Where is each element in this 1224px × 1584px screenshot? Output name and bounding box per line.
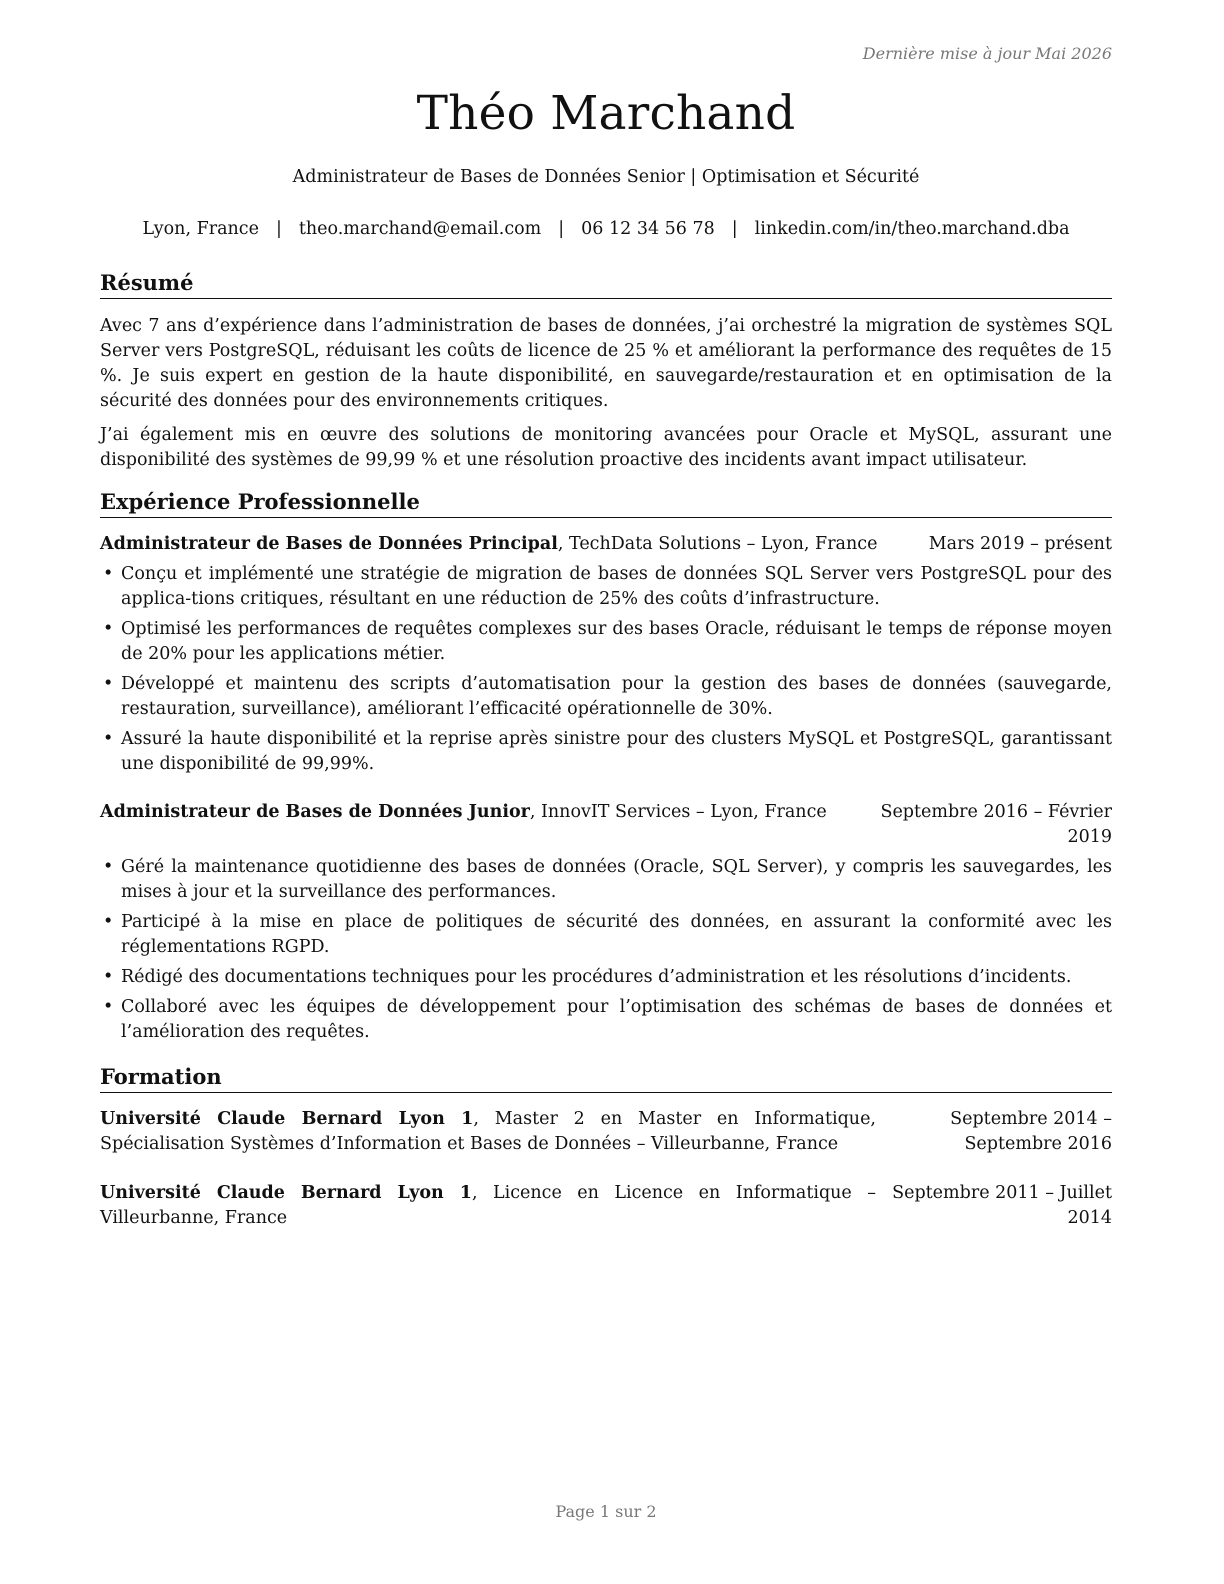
list-item: • Optimisé les performances de requêtes complexes sur des bases Oracle, réduisant le temps de réponse moyen de 20% pour les applications métier. [100,617,1112,667]
education-detail: , Licence en Licence en Informatique – Villeurbanne, France [100,1183,876,1228]
job-company: , TechData Solutions – Lyon, France [557,534,878,554]
candidate-name: Théo Marchand [416,86,796,141]
job-bullets [100,855,1112,1050]
contact-separator: | [558,219,565,239]
list-item: • Participé à la mise en place de politiques de sécurité des données, en assurant la conformité avec les réglementations RGPD. [100,910,1112,960]
page-number: Page 1 sur 2 [555,1502,657,1521]
job-company: , InnovIT Services – Lyon, France [529,802,827,822]
list-item: • Géré la maintenance quotidienne des bases de données (Oracle, SQL Server), y compris les sauvegardes, les mises à jour et la surveillance des performances. [100,855,1112,905]
last-updated: Dernière mise à jour Mai 2026 [862,44,1112,63]
education-school: Université Claude Bernard Lyon 1 [100,1183,472,1203]
education-dates: Septembre 2011 – Juillet 2014 [892,1183,1112,1228]
job-header [100,532,1112,557]
job-title-line [100,800,827,850]
section-title-education: Formation [100,1064,1112,1093]
summary-paragraph: J’ai également mis en œuvre des solutions de monitoring avancées pour Oracle et MySQL, assurant une disponibilité des systèmes de 99,99 % et une résolution proactive des incidents avant impact utilisateur. [100,425,1112,470]
contact-separator: | [731,219,738,239]
job-role: Administrateur de Bases de Données Principal [100,534,558,554]
education-description [100,1107,876,1157]
contact-linkedin[interactable]: linkedin.com/in/theo.marchand.dba [754,219,1070,239]
job-dates: Septembre 2016 – Février 2019 [880,802,1112,847]
list-item: • Développé et maintenu des scripts d’automatisation pour la gestion des bases de données (sauvegarde, restauration, surveillance), améliorant l’efficacité opérationnelle de 30%. [100,672,1112,722]
job-title-line [100,532,877,557]
job-role: Administrateur de Bases de Données Junior [100,802,530,822]
list-item: • Assuré la haute disponibilité et la reprise après sinistre pour des clusters MySQL et PostgreSQL, garantissant une disponibilité de 99,99%. [100,727,1112,777]
contact-separator: | [275,219,282,239]
section-title-experience: Expérience Professionnelle [100,489,1112,518]
list-item: • Rédigé des documentations techniques pour les procédures d’administration et les résolutions d’incidents. [100,965,1112,990]
education-description [100,1181,876,1231]
contact-phone: 06 12 34 56 78 [581,219,715,239]
job-dates: Mars 2019 – présent [928,534,1112,554]
education-item [100,1107,1112,1159]
job-header [100,800,1112,850]
contact-email[interactable]: theo.marchand@email.com [298,219,542,239]
education-school: Université Claude Bernard Lyon 1 [100,1109,474,1129]
contact-line [100,219,1112,239]
section-title-summary: Résumé [100,270,1112,299]
contact-location: Lyon, France [142,219,259,239]
list-item: • Conçu et implémenté une stratégie de migration de bases de données SQL Server vers PostgreSQL pour des applica-tions critiques, résultant en une réduction de 25% des coûts d’infrastructure. [100,562,1112,612]
education-detail: , Master 2 en Master en Informatique, Spécialisation Systèmes d’Information et Bases de Données – Villeurbanne, France [100,1109,876,1154]
summary-paragraph: Avec 7 ans d’expérience dans l’administration de bases de données, j’ai orchestré la migration de systèmes SQL Server vers PostgreSQL, réduisant les coûts de licence de 25 % et améliorant la performance des requêtes de 15 %. Je suis expert en gestion de la haute disponibilité, en sauvegarde/restauration et en optimisation de la sécurité des données pour des environnements critiques. [100,316,1112,411]
education-item [100,1181,1112,1233]
education-dates: Septembre 2014 – Septembre 2016 [950,1109,1112,1154]
job-bullets [100,562,1112,782]
candidate-subtitle: Administrateur de Bases de Données Senior | Optimisation et Sécurité [292,167,920,187]
list-item: • Collaboré avec les équipes de développement pour l’optimisation des schémas de bases de données et l’amélioration des requêtes. [100,995,1112,1045]
